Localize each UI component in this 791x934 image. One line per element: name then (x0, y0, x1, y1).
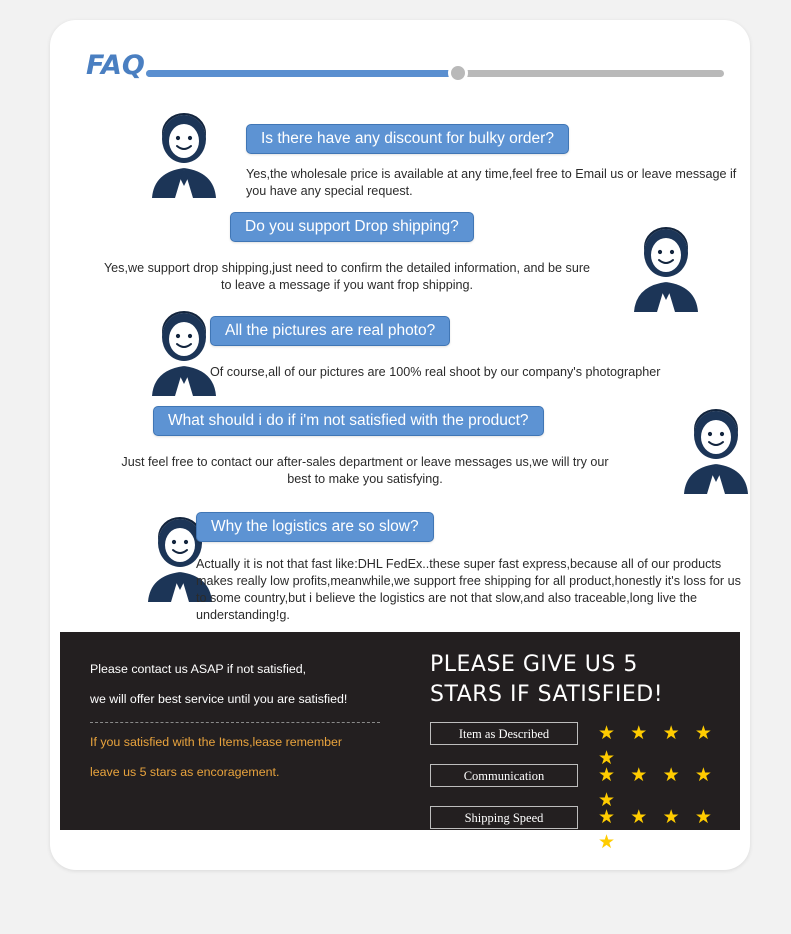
banner-right-ratings (430, 650, 730, 853)
banner-line-4: leave us 5 stars as encoragement. (90, 765, 280, 779)
faq-question-3[interactable]: All the pictures are real photo? (210, 316, 450, 346)
banner-line-1: Please contact us ASAP if not satisfied, (90, 662, 307, 676)
page-title: FAQ (86, 50, 145, 81)
rating-row (430, 764, 730, 811)
support-agent-icon (624, 220, 708, 312)
rating-stars: ★ ★ ★ ★ ★ (598, 765, 717, 811)
faq-answer-3: Of course,all of our pictures are 100% real shoot by our company's photographer (210, 365, 661, 379)
faq-question-4[interactable]: What should i do if i'm not satisfied with the product? (153, 406, 544, 436)
rating-stars: ★ ★ ★ ★ ★ (598, 807, 717, 853)
rating-row (430, 722, 730, 769)
banner-headline-1: PLEASE GIVE US 5 (430, 652, 638, 677)
banner-left-text (90, 654, 390, 787)
rating-label-shipping-speed: Shipping Speed (430, 806, 578, 829)
support-agent-icon (142, 106, 226, 198)
support-agent-icon (674, 402, 750, 494)
faq-answer-5: Actually it is not that fast like:DHL FedEx..these super fast express,because all of our products makes really low profits,meanwhile,we support free shipping for all product,honestly it's loss for us to some country,but i believe the logistics are not that slow,and also traceable,long live the understanding!g. (196, 557, 741, 622)
banner-line-3: If you satisfied with the Items,lease remember (90, 735, 343, 749)
rating-stars: ★ ★ ★ ★ ★ (598, 723, 717, 769)
faq-question-1[interactable]: Is there have any discount for bulky order? (246, 124, 569, 154)
faq-card (50, 20, 750, 870)
faq-answer-4: Just feel free to contact our after-sales department or leave messages us,we will try our best to make you satisfying. (121, 455, 609, 486)
banner-headline-2: STARS IF SATISFIED! (430, 682, 664, 707)
progress-knob[interactable] (448, 63, 468, 83)
rating-label-communication: Communication (430, 764, 578, 787)
progress-fill (146, 70, 458, 77)
banner-line-2: we will offer best service until you are satisfied! (90, 692, 348, 706)
faq-header (50, 42, 750, 90)
faq-question-5[interactable]: Why the logistics are so slow? (196, 512, 434, 542)
faq-question-2[interactable]: Do you support Drop shipping? (230, 212, 474, 242)
rating-row (430, 806, 730, 853)
divider (90, 722, 380, 723)
progress-track[interactable] (146, 70, 724, 77)
satisfaction-banner (60, 632, 740, 853)
faq-answer-2: Yes,we support drop shipping,just need to confirm the detailed information, and be sure to leave a message if you want frop shipping. (103, 261, 591, 292)
rating-label-item-as-described: Item as Described (430, 722, 578, 745)
faq-answer-1: Yes,the wholesale price is available at any time,feel free to Email us or leave message if you have any special request. (246, 167, 737, 198)
